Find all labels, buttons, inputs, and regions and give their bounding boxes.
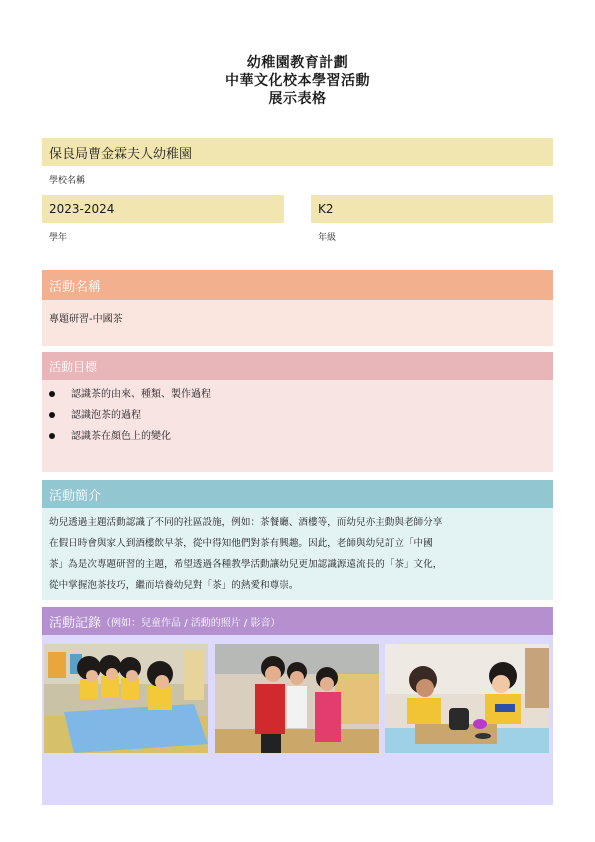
title-line-2: 中華文化校本學習活動: [225, 73, 370, 89]
objectives-body: [42, 380, 553, 472]
bullet-icon: [49, 412, 55, 418]
objectives-heading: 活動目標: [42, 352, 553, 380]
intro-line: 從中掌握泡茶技巧，繼而培養幼兒對「茶」的熱愛和尊崇。: [49, 580, 299, 591]
objective-item: 認識泡茶的過程: [49, 406, 141, 421]
intro-heading: 活動簡介: [42, 480, 553, 508]
school-year-label: 學年: [49, 233, 68, 243]
record-heading: [42, 607, 553, 635]
title-line-1: 幼稚園教育計劃: [246, 55, 349, 71]
grade-label: 年級: [318, 233, 337, 243]
activity-photo-teacher-with-children: [215, 644, 379, 753]
bullet-icon: [49, 391, 55, 397]
activity-name-value: 專題研習-中國茶: [49, 314, 123, 325]
objective-item: 認識茶的由來、種類、製作過程: [49, 385, 211, 400]
record-heading-title: 活動記錄: [49, 615, 102, 631]
objective-item: 認識茶在顏色上的變化: [49, 427, 171, 442]
school-name-label: 學校名稱: [49, 176, 86, 186]
bullet-icon: [49, 433, 55, 439]
intro-line: 在假日時會與家人到酒樓飲早茶，從中得知他們對茶有興趣。因此，老師與幼兒訂立「中國: [49, 538, 433, 549]
activity-photo-making-tea: [385, 644, 549, 753]
intro-line: 茶」為是次專題研習的主題，希望透過各種教學活動讓幼兒更加認識源遠流長的「茶」文化，: [49, 559, 443, 570]
grade-field: K2: [311, 195, 553, 223]
intro-body: [42, 508, 553, 600]
title-line-3: 展示表格: [268, 91, 327, 107]
activity-name-body: [42, 300, 553, 346]
school-year-field: 2023-2024: [42, 195, 284, 223]
school-name-field: 保良局曹金霖夫人幼稚園: [42, 138, 553, 166]
record-heading-note: （例如：兒童作品 / 活動的照片 / 影音）: [101, 617, 281, 629]
activity-name-heading: 活動名稱: [42, 270, 553, 300]
intro-line: 幼兒透過主題活動認識了不同的社區設施，例如：茶餐廳、酒樓等，而幼兒亦主動與老師分享: [49, 517, 443, 528]
activity-photo-children-at-table: [44, 644, 208, 753]
